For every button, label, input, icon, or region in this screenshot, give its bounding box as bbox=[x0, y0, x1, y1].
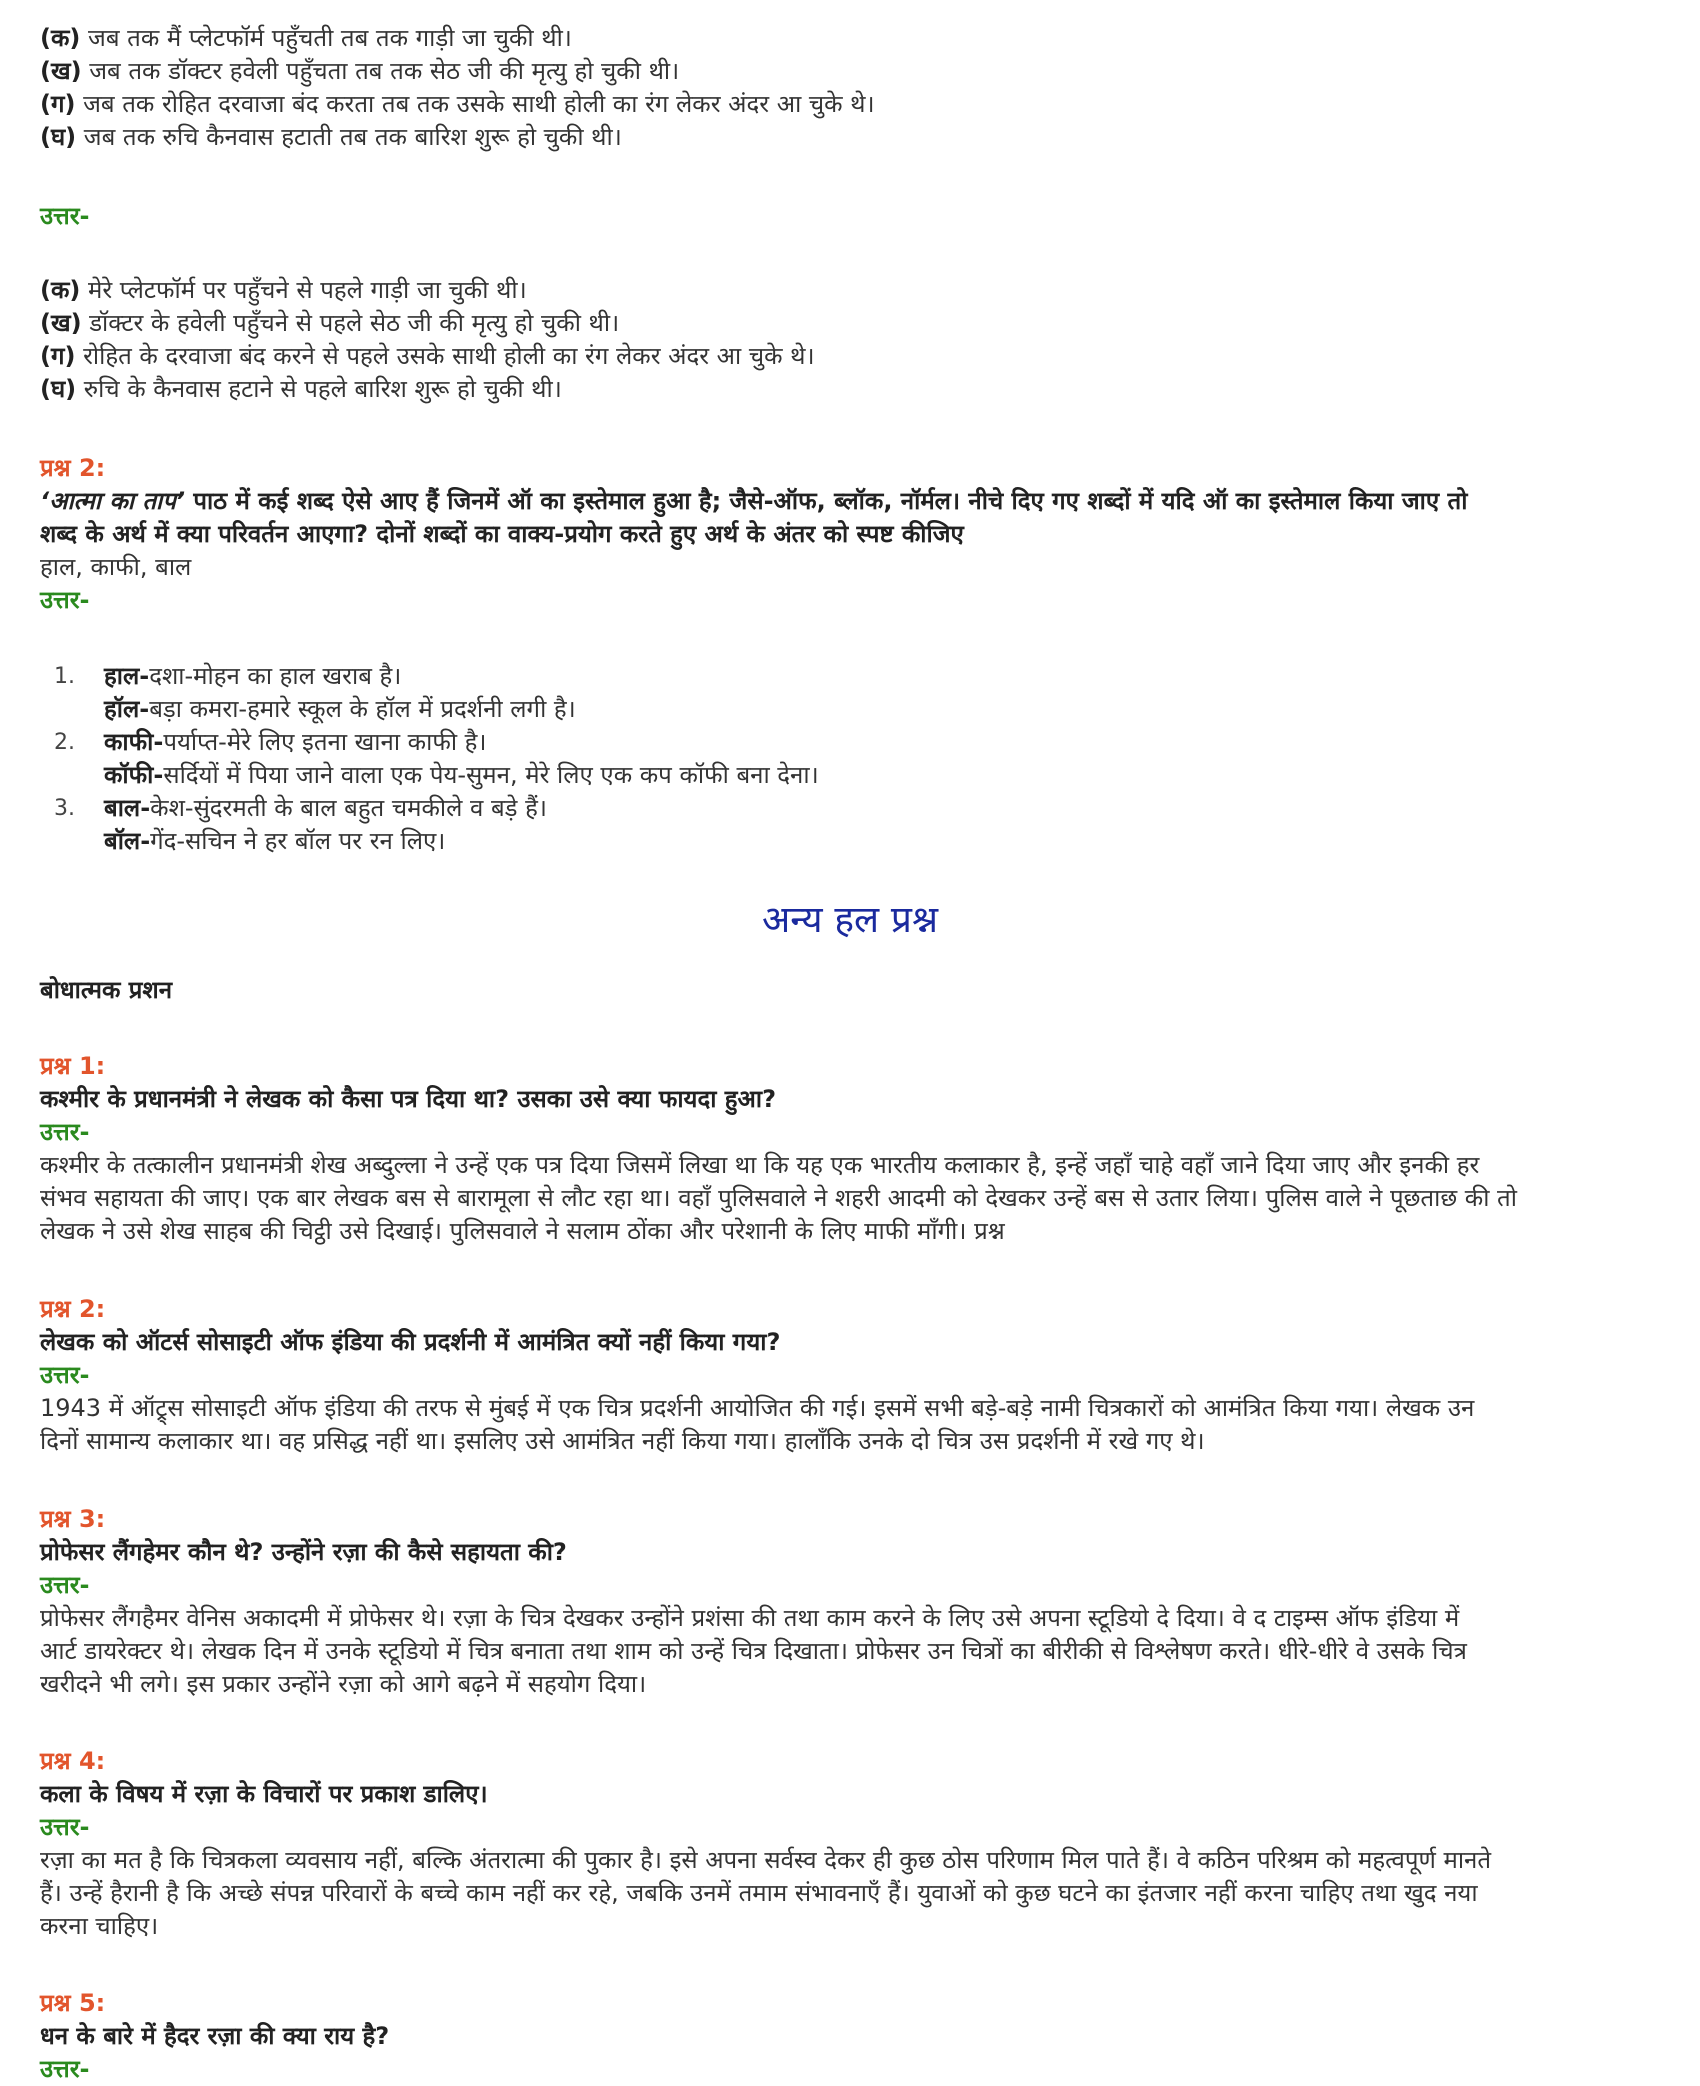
question-label: प्रश्न 3: bbox=[40, 1505, 106, 1533]
item-label: (घ) bbox=[40, 123, 77, 151]
answer-text: खरीदने भी लगे। इस प्रकार उन्होंने रज़ा को आगे बढ़ने में सहयोग दिया। bbox=[40, 1670, 647, 1698]
answer-line bbox=[40, 373, 562, 406]
question-label: प्रश्न 5: bbox=[40, 1989, 106, 2017]
item-text: डॉक्टर के हवेली पहुँचने से पहले सेठ जी की मृत्यु हो चुकी थी। bbox=[89, 309, 620, 337]
question-text: लेखक को ऑटर्स सोसाइटी ऑफ इंडिया की प्रदर्शनी में आमंत्रित क्यों नहीं किया गया? bbox=[40, 1328, 781, 1356]
answer-text: रज़ा का मत है कि चित्रकला व्यवसाय नहीं, बल्कि अंतरात्मा की पुकार है। इसे अपना सर्वस्व देकर ही कुछ ठोस परिणाम मिल पाते हैं। वे कठिन परिश्रम को महत्वपूर्ण मानते bbox=[40, 1846, 1492, 1874]
answer-label: उत्तर- bbox=[40, 2055, 90, 2083]
sentence-line bbox=[40, 88, 875, 121]
answer-line bbox=[40, 340, 815, 373]
sentence-line bbox=[40, 22, 572, 55]
answer-text: आर्ट डायरेक्टर थे। लेखक दिन में उनके स्टूडियो में चित्र बनाता तथा शाम को उन्हें चित्र दिखाता। प्रोफेसर उन चित्रों का बीरीकी से विश्लेषण करते। धीरे-धीरे वे उसके चित्र bbox=[40, 1637, 1467, 1665]
item-text: जब तक रुचि कैनवास हटाती तब तक बारिश शुरू हो चुकी थी। bbox=[83, 123, 622, 151]
answer-text: प्रोफेसर लैंगहैमर वेनिस अकादमी में प्रोफेसर थे। रज़ा के चित्र देखकर उन्होंने प्रशंसा की तथा काम करने के लिए उसे अपना स्टूडियो दे दिया। वे द टाइम्स ऑफ इंडिया में bbox=[40, 1604, 1460, 1632]
list-item: काफी-पर्याप्त-मेरे लिए इतना खाना काफी है। bbox=[104, 728, 487, 756]
list-item: बाल-केश-सुंदरमती के बाल बहुत चमकीले व बड़े हैं। bbox=[104, 794, 547, 822]
question-text: प्रोफेसर लैंगहेमर कौन थे? उन्होंने रज़ा की कैसे सहायता की? bbox=[40, 1538, 567, 1566]
list-number: 3. bbox=[54, 796, 75, 821]
answer-label: उत्तर- bbox=[40, 1571, 90, 1599]
chapter-title: ‘आत्मा का ताप’ bbox=[40, 487, 185, 515]
question-text: धन के बारे में हैदर रज़ा की क्या राय है? bbox=[40, 2022, 390, 2050]
item-text: जब तक डॉक्टर हवेली पहुँचता तब तक सेठ जी की मृत्यु हो चुकी थी। bbox=[89, 57, 680, 85]
answer-label: उत्तर- bbox=[40, 586, 90, 614]
question-text: कश्मीर के प्रधानमंत्री ने लेखक को कैसा पत्र दिया था? उसका उसे क्या फायदा हुआ? bbox=[40, 1085, 776, 1113]
sentence-line bbox=[40, 121, 622, 154]
answer-text: संभव सहायता की जाए। एक बार लेखक बस से बारामूला से लौट रहा था। वहाँ पुलिसवाले ने शहरी आदमी को देखकर उन्हें बस से उतार लिया। पुलिस वाले ने पूछताछ की तो bbox=[40, 1184, 1517, 1212]
item-text: रुचि के कैनवास हटाने से पहले बारिश शुरू हो चुकी थी। bbox=[83, 375, 562, 403]
question-label: प्रश्न 4: bbox=[40, 1747, 106, 1775]
list-item: हॉल-बड़ा कमरा-हमारे स्कूल के हॉल में प्रदर्शनी लगी है। bbox=[104, 695, 576, 723]
item-label: (ख) bbox=[40, 309, 82, 337]
answer-text: दिनों सामान्य कलाकार था। वह प्रसिद्ध नहीं था। इसलिए उसे आमंत्रित नहीं किया गया। हालाँकि उनके दो चित्र उस प्रदर्शनी में रखे गए थे। bbox=[40, 1427, 1205, 1455]
list-item: बॉल-गेंद-सचिन ने हर बॉल पर रन लिए। bbox=[104, 827, 446, 855]
list-number: 1. bbox=[54, 664, 75, 689]
item-label: (ग) bbox=[40, 342, 76, 370]
answer-label: उत्तर- bbox=[40, 1118, 90, 1146]
item-text: जब तक मैं प्लेटफॉर्म पहुँचती तब तक गाड़ी जा चुकी थी। bbox=[88, 24, 572, 52]
question-text-cont: शब्द के अर्थ में क्या परिवर्तन आएगा? दोनों शब्दों का वाक्य-प्रयोग करते हुए अर्थ के अंतर को स्पष्ट कीजिए bbox=[40, 520, 964, 548]
item-text: जब तक रोहित दरवाजा बंद करता तब तक उसके साथी होली का रंग लेकर अंदर आ चुके थे। bbox=[83, 90, 875, 118]
item-label: (क) bbox=[40, 24, 81, 52]
item-label: (क) bbox=[40, 276, 81, 304]
answer-label: उत्तर- bbox=[40, 202, 90, 230]
answer-line bbox=[40, 274, 527, 307]
answer-text: हैं। उन्हें हैरानी है कि अच्छे संपन्न परिवारों के बच्चे काम नहीं कर रहे, जबकि उनमें तमाम संभावनाएँ हैं। युवाओं को कुछ घटने का इंतजार नहीं करना चाहिए तथा खुद नया bbox=[40, 1879, 1478, 1907]
section-heading: अन्य हल प्रश्न bbox=[761, 898, 939, 941]
question-text: कला के विषय में रज़ा के विचारों पर प्रकाश डालिए। bbox=[40, 1780, 488, 1808]
answer-text: करना चाहिए। bbox=[40, 1912, 159, 1940]
item-label: (घ) bbox=[40, 375, 77, 403]
answer-text: 1943 में ऑट्र्स सोसाइटी ऑफ इंडिया की तरफ से मुंबई में एक चित्र प्रदर्शनी आयोजित की गई। इसमें सभी बड़े-बड़े नामी चित्रकारों को आमंत्रित किया गया। लेखक उन bbox=[40, 1394, 1475, 1422]
list-item: कॉफी-सर्दियों में पिया जाने वाला एक पेय-सुमन, मेरे लिए एक कप कॉफी बना देना। bbox=[104, 761, 819, 789]
sentence-line bbox=[40, 55, 679, 88]
word-list: हाल, काफी, बाल bbox=[40, 553, 192, 581]
list-number: 2. bbox=[54, 730, 75, 755]
question-label: प्रश्न 2: bbox=[40, 454, 106, 482]
question-label: प्रश्न 2: bbox=[40, 1295, 106, 1323]
question-label: प्रश्न 1: bbox=[40, 1052, 106, 1080]
answer-label: उत्तर- bbox=[40, 1813, 90, 1841]
item-text: रोहित के दरवाजा बंद करने से पहले उसके साथी होली का रंग लेकर अंदर आ चुके थे। bbox=[83, 342, 815, 370]
answer-text: कश्मीर के तत्कालीन प्रधानमंत्री शेख अब्दुल्ला ने उन्हें एक पत्र दिया जिसमें लिखा था कि यह एक भारतीय कलाकार है, इन्हें जहाँ चाहे वहाँ जाने दिया जाए और इनकी हर bbox=[40, 1151, 1480, 1179]
item-label: (ग) bbox=[40, 90, 76, 118]
answer-line bbox=[40, 307, 619, 340]
question-text: ‘आत्मा का ताप’ पाठ में कई शब्द ऐसे आए हैं जिनमें ऑ का इस्तेमाल हुआ है; जैसे-ऑफ, ब्लॉक, नॉर्मल। नीचे दिए गए शब्दों में यदि ऑ का इस्तेमाल किया जाए तो bbox=[40, 487, 1468, 515]
answer-label: उत्तर- bbox=[40, 1361, 90, 1389]
answer-text: लेखक ने उसे शेख साहब की चिट्ठी उसे दिखाई। पुलिसवाले ने सलाम ठोंका और परेशानी के लिए माफी माँगी। प्रश्न bbox=[40, 1217, 1005, 1245]
subheading: बोधात्मक प्रशन bbox=[40, 976, 173, 1004]
item-text: मेरे प्लेटफॉर्म पर पहुँचने से पहले गाड़ी जा चुकी थी। bbox=[88, 276, 527, 304]
list-item: हाल-दशा-मोहन का हाल खराब है। bbox=[104, 662, 402, 690]
item-label: (ख) bbox=[40, 57, 82, 85]
